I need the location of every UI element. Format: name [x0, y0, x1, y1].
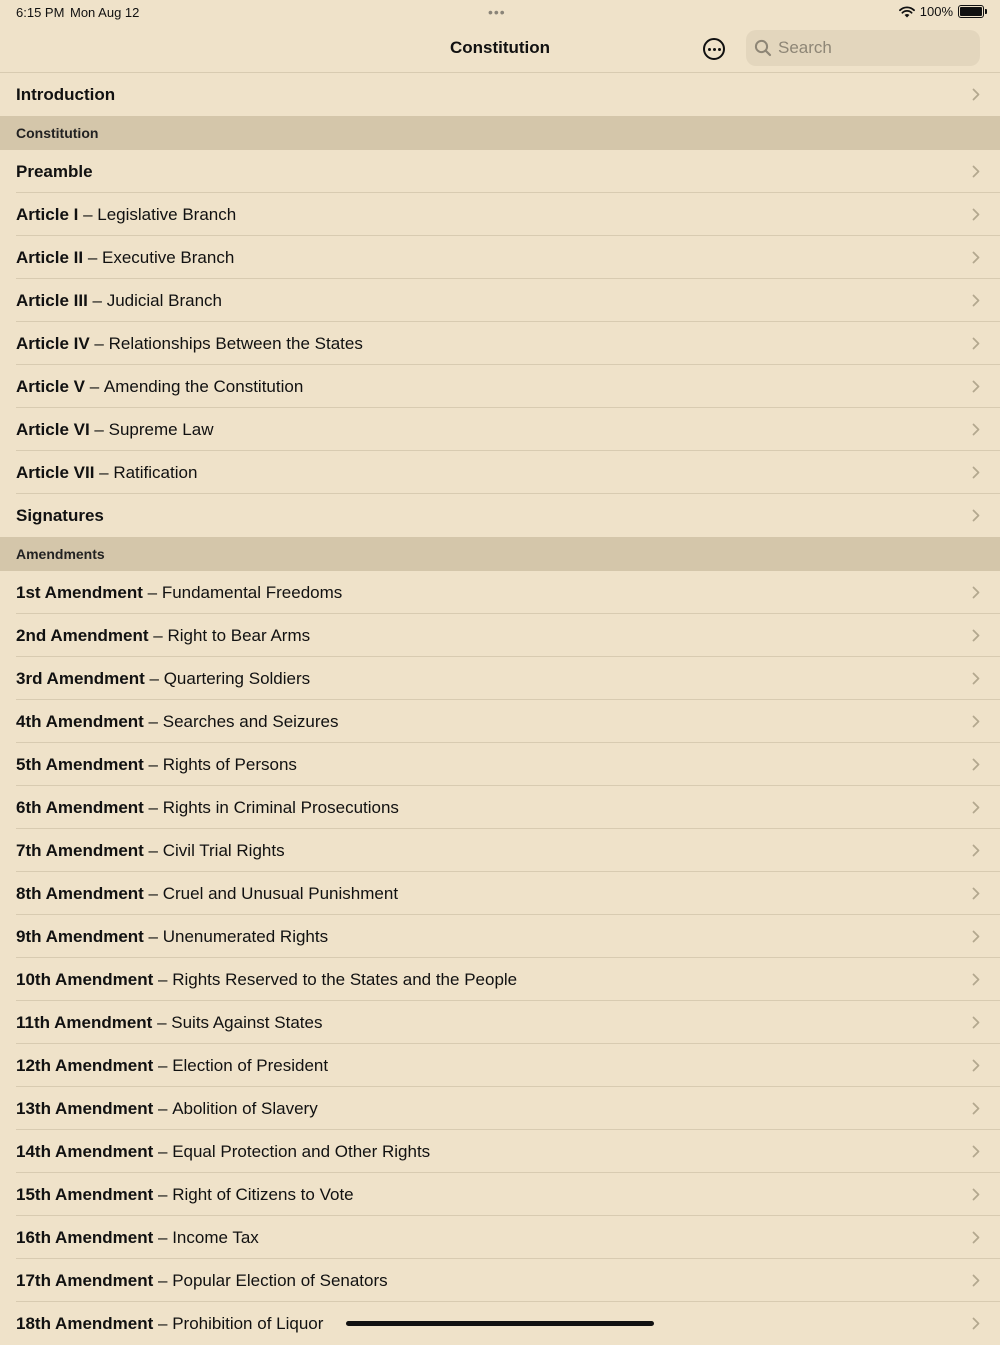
row-title: 16th Amendment — [16, 1227, 154, 1247]
chevron-right-icon — [972, 423, 980, 436]
home-indicator[interactable] — [346, 1321, 654, 1326]
chevron-right-icon — [972, 1317, 980, 1330]
battery-percentage: 100% — [919, 4, 953, 19]
list-item[interactable] — [0, 1259, 1000, 1302]
list-item[interactable] — [0, 958, 1000, 1001]
row-title: 4th Amendment — [16, 711, 144, 731]
chevron-right-icon — [972, 380, 980, 393]
row-subtitle: Unenumerated Rights — [162, 926, 329, 946]
chevron-right-icon — [972, 758, 980, 771]
row-separator: – — [153, 1313, 173, 1333]
row-title: Introduction — [16, 84, 116, 104]
row-title: 11th Amendment — [16, 1012, 153, 1032]
list-item[interactable] — [0, 571, 1000, 614]
row-subtitle: Prohibition of Liquor — [172, 1313, 324, 1333]
row-title: 7th Amendment — [16, 840, 144, 860]
row-separator: – — [89, 419, 109, 439]
status-bar — [0, 0, 1000, 24]
chevron-right-icon — [972, 973, 980, 986]
row-separator: – — [89, 333, 109, 353]
chevron-right-icon — [972, 251, 980, 264]
row-separator: – — [144, 668, 164, 688]
constitution-items — [0, 150, 1000, 537]
row-subtitle: Right of Citizens to Vote — [172, 1184, 354, 1204]
row-title: 13th Amendment — [16, 1098, 154, 1118]
row-separator: – — [143, 754, 163, 774]
row-separator: – — [153, 1055, 173, 1075]
chevron-right-icon — [972, 466, 980, 479]
list-item[interactable] — [0, 1130, 1000, 1173]
search-field[interactable] — [746, 30, 980, 66]
row-title: Article I — [16, 204, 79, 224]
row-title: Preamble — [16, 161, 93, 181]
row-separator: – — [94, 462, 114, 482]
row-separator: – — [143, 883, 163, 903]
row-separator: – — [143, 840, 163, 860]
row-title: 15th Amendment — [16, 1184, 154, 1204]
section-header-amendments: Amendments — [0, 537, 1000, 571]
row-separator: – — [78, 204, 98, 224]
row-title: 1st Amendment — [16, 582, 143, 602]
list-item[interactable] — [0, 1087, 1000, 1130]
chevron-right-icon — [972, 1102, 980, 1115]
search-input[interactable] — [778, 38, 968, 58]
row-title: 5th Amendment — [16, 754, 144, 774]
chevron-right-icon — [972, 1274, 980, 1287]
list-item-introduction[interactable] — [0, 73, 1000, 116]
row-subtitle: Suits Against States — [171, 1012, 323, 1032]
row-title: Article VII — [16, 462, 95, 482]
row-subtitle: Judicial Branch — [106, 290, 222, 310]
list-item[interactable] — [0, 1001, 1000, 1044]
row-separator: – — [84, 376, 104, 396]
chevron-right-icon — [972, 629, 980, 642]
row-subtitle: Cruel and Unusual Punishment — [162, 883, 399, 903]
chevron-right-icon — [972, 1059, 980, 1072]
list-item[interactable] — [0, 150, 1000, 193]
chevron-right-icon — [972, 294, 980, 307]
battery-icon — [958, 5, 984, 18]
chevron-right-icon — [972, 930, 980, 943]
chevron-right-icon — [972, 715, 980, 728]
row-separator: – — [153, 1098, 173, 1118]
row-separator: – — [153, 1227, 173, 1247]
status-date: Mon Aug 12 — [70, 5, 140, 20]
chevron-right-icon — [972, 165, 980, 178]
amendment-items — [0, 571, 1000, 1345]
row-subtitle: Right to Bear Arms — [167, 625, 311, 645]
row-subtitle: Rights of Persons — [162, 754, 297, 774]
list-item[interactable] — [0, 322, 1000, 365]
row-separator: – — [152, 1012, 172, 1032]
wifi-icon — [899, 6, 915, 18]
list-item[interactable] — [0, 236, 1000, 279]
row-subtitle: Ratification — [113, 462, 198, 482]
row-title: 8th Amendment — [16, 883, 144, 903]
row-separator: – — [143, 926, 163, 946]
list-item[interactable] — [0, 657, 1000, 700]
row-title: Article V — [16, 376, 85, 396]
list-item[interactable] — [0, 1173, 1000, 1216]
row-subtitle: Amending the Constitution — [103, 376, 304, 396]
row-title: 14th Amendment — [16, 1141, 154, 1161]
row-separator: – — [143, 797, 163, 817]
row-subtitle: Equal Protection and Other Rights — [172, 1141, 431, 1161]
navigation-bar — [0, 24, 1000, 72]
row-separator: – — [148, 625, 168, 645]
row-separator: – — [153, 969, 173, 989]
search-icon — [754, 39, 772, 57]
list-item[interactable] — [0, 193, 1000, 236]
list-item[interactable] — [0, 1044, 1000, 1087]
list-item[interactable] — [0, 700, 1000, 743]
row-title: 9th Amendment — [16, 926, 144, 946]
ellipsis-circle-icon[interactable] — [703, 38, 725, 60]
list-item[interactable] — [0, 408, 1000, 451]
list-item[interactable] — [0, 279, 1000, 322]
section-header-constitution: Constitution — [0, 116, 1000, 150]
contents-list — [0, 72, 1000, 1345]
list-item[interactable] — [0, 1216, 1000, 1259]
chevron-right-icon — [972, 1145, 980, 1158]
list-item[interactable] — [0, 494, 1000, 537]
chevron-right-icon — [972, 672, 980, 685]
row-separator: – — [142, 582, 162, 602]
row-separator: – — [153, 1141, 173, 1161]
row-title: Signatures — [16, 505, 104, 525]
row-subtitle: Income Tax — [172, 1227, 259, 1247]
chevron-right-icon — [972, 844, 980, 857]
list-item[interactable] — [0, 915, 1000, 958]
chevron-right-icon — [972, 337, 980, 350]
row-separator: – — [153, 1270, 173, 1290]
row-subtitle: Quartering Soldiers — [163, 668, 311, 688]
list-item[interactable] — [0, 365, 1000, 408]
row-subtitle: Abolition of Slavery — [172, 1098, 318, 1118]
chevron-right-icon — [972, 1188, 980, 1201]
row-subtitle: Election of President — [172, 1055, 329, 1075]
row-subtitle: Popular Election of Senators — [172, 1270, 388, 1290]
row-title: 3rd Amendment — [16, 668, 145, 688]
chevron-right-icon — [972, 88, 980, 101]
chevron-right-icon — [972, 208, 980, 221]
row-subtitle: Legislative Branch — [97, 204, 237, 224]
row-title: 12th Amendment — [16, 1055, 154, 1075]
row-title: Article III — [16, 290, 88, 310]
chevron-right-icon — [972, 887, 980, 900]
chevron-right-icon — [972, 509, 980, 522]
row-subtitle: Executive Branch — [102, 247, 235, 267]
page-title: Constitution — [449, 38, 551, 57]
list-item[interactable] — [0, 451, 1000, 494]
row-separator: – — [83, 247, 102, 267]
multitasking-dots-icon[interactable]: ••• — [488, 4, 506, 20]
list-item[interactable] — [0, 786, 1000, 829]
status-indicators — [899, 4, 984, 19]
row-separator: – — [87, 290, 107, 310]
row-subtitle: Fundamental Freedoms — [161, 582, 343, 602]
row-separator: – — [143, 711, 163, 731]
row-title: 17th Amendment — [16, 1270, 154, 1290]
row-subtitle: Relationships Between the States — [108, 333, 363, 353]
list-item[interactable] — [0, 614, 1000, 657]
row-separator: – — [153, 1184, 173, 1204]
status-time: 6:15 PM — [16, 5, 65, 20]
row-title: 2nd Amendment — [16, 625, 149, 645]
row-subtitle: Searches and Seizures — [162, 711, 339, 731]
row-subtitle: Rights in Criminal Prosecutions — [162, 797, 399, 817]
row-title: Article II — [16, 247, 84, 267]
row-title: 10th Amendment — [16, 969, 154, 989]
row-title: 6th Amendment — [16, 797, 144, 817]
row-subtitle: Supreme Law — [108, 419, 214, 439]
list-item[interactable] — [0, 872, 1000, 915]
row-title: Article VI — [16, 419, 90, 439]
chevron-right-icon — [972, 1231, 980, 1244]
row-subtitle: Civil Trial Rights — [162, 840, 285, 860]
row-subtitle: Rights Reserved to the States and the People — [172, 969, 518, 989]
chevron-right-icon — [972, 801, 980, 814]
row-title: Article IV — [16, 333, 90, 353]
chevron-right-icon — [972, 586, 980, 599]
list-item[interactable] — [0, 829, 1000, 872]
list-item[interactable] — [0, 743, 1000, 786]
chevron-right-icon — [972, 1016, 980, 1029]
row-title: 18th Amendment — [16, 1313, 154, 1333]
